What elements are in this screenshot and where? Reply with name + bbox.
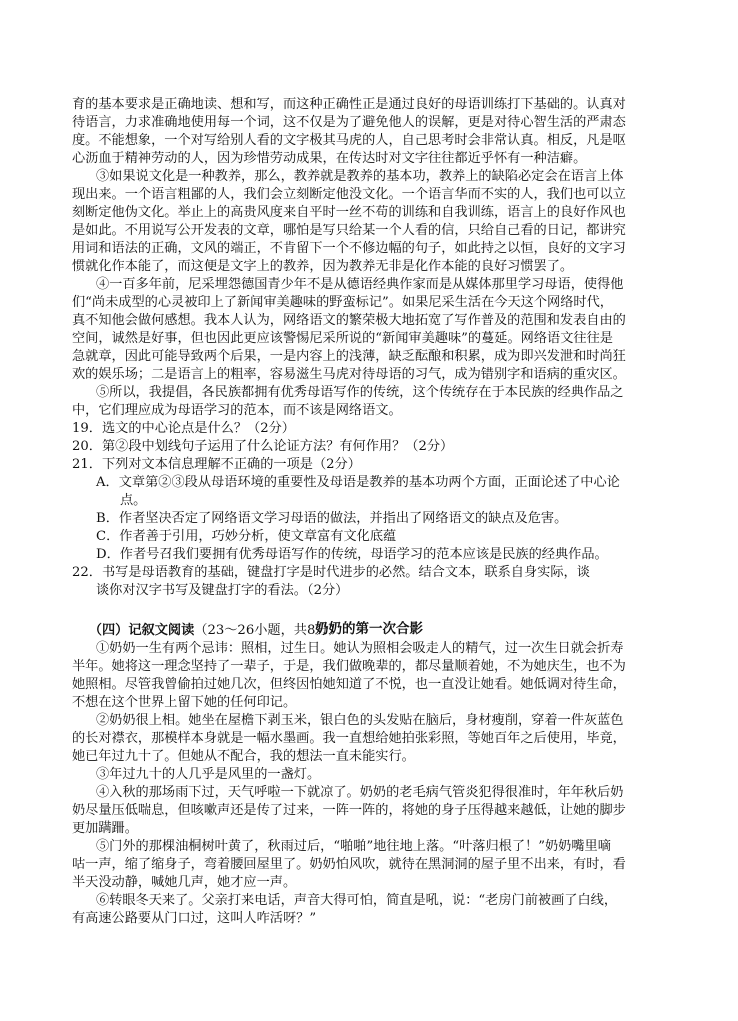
story-text-line: ④入秋的那场雨下过，天气呼啦一下就凉了。奶奶的老毛病气管炎犯得很准时，年年秋后奶 xyxy=(96,785,624,800)
essay-text-line: 惯就化作本能了，而这便是文字上的教养，因为教养无非是化作本能的良好习惯罢了。 xyxy=(72,259,574,274)
essay-text-line: 中，它们理应成为母语学习的范本，而不该是网络语文。 xyxy=(72,403,402,418)
section-heading-sub: （23～26小题，共8分） xyxy=(194,623,342,638)
essay-text-line: 现出来。一个语言粗鄙的人，我们会立刻断定他没文化。一个语言华而不实的人，我们也可以立 xyxy=(72,187,626,202)
story-text-line: ⑤门外的那棵油桐树叶黄了，秋雨过后，“啪啪”地往地上落。“叶落归根了！”奶奶嘴里嘀 xyxy=(96,839,611,854)
essay-text-line: 用词和语法的正确，文风的端正，不肯留下一个不修边幅的句子，如此持之以恒，良好的文字习 xyxy=(72,241,626,256)
essay-text-line: 21．下列对文本信息理解不正确的一项是（2分） xyxy=(72,457,361,472)
essay-text-line: 空间，诚然是好事，但也因此更应该警惕尼采所说的“新闻审美趣味”的蔓延。网络语文往往是 xyxy=(72,331,613,346)
essay-text-line: 心沥血于精神劳动的人，因为珍惜劳动成果，在传达时对文字往往都近乎怀有一种洁癖。 xyxy=(72,151,587,166)
essay-text-line: 真不知他会做何感想。我本人认为，网络语文的繁荣极大地拓宽了写作普及的范围和发表自由的 xyxy=(72,313,626,328)
story-text-line: 她照相。尽管我曾偷拍过她几次，但终因怕她知道了不悦，也一直没让她看。她低调对待生命， xyxy=(72,677,626,692)
essay-text-line: 们“尚未成型的心灵被印上了新闻审美趣味的野蛮标记”。如果尼采生活在今天这个网络时代， xyxy=(72,295,613,310)
essay-text-line: A．文章第②③段从母语环境的重要性及母语是教养的基本功两个方面，正面论述了中心论 xyxy=(96,475,620,490)
essay-text-line: ④一百多年前，尼采埋怨德国青少年不是从德语经典作家而是从媒体那里学习母语，使得他 xyxy=(96,277,624,292)
essay-text-line: 谈你对汉字书写及键盘打字的看法。（2分） xyxy=(96,583,349,598)
story-text-line: 半天没动静，喊她几声，她才应一声。 xyxy=(72,875,297,890)
essay-text-line: ③如果说文化是一种教养，那么，教养就是教养的基本功，教养上的缺陷必定会在语言上体 xyxy=(96,169,624,184)
essay-text-line: 22．书写是母语教育的基础，键盘打字是时代进步的必然。结合文本，联系自身实际，谈 xyxy=(72,565,590,580)
section-heading-main: （四）记叙文阅读 xyxy=(88,623,195,638)
essay-text-line: 点。 xyxy=(120,493,147,508)
story-text-line: ②奶奶很上相。她坐在屋檐下剥玉米，银白色的头发贴在脑后，身材瘦削，穿着一件灰蓝色 xyxy=(96,713,624,728)
essay-text-line: 是如此。不用说写公开发表的文章，哪怕是写只给某一个人看的信，只给自己看的日记，都讲究 xyxy=(72,223,626,238)
essay-text-line: D．作者号召我们要拥有优秀母语写作的传统，母语学习的范本应该是民族的经典作品。 xyxy=(96,547,608,562)
essay-text-line: C．作者善于引用，巧妙分析，使文章富有文化底蕴 xyxy=(96,529,397,544)
essay-text-line: 刻断定他伪文化。举止上的高贵风度来自平时一丝不苟的训练和自我训练，语言上的良好作风也 xyxy=(72,205,626,220)
essay-text-line: 度。不能想象，一个对写给别人看的文字极其马虎的人，自己思考时会非常认真。相反，凡是呕 xyxy=(72,133,626,148)
story-text-line: 不想在这个世界上留下她的任何印记。 xyxy=(72,695,297,710)
essay-text-line: B．作者坚决否定了网络语文学习母语的做法，并指出了网络语文的缺点及危害。 xyxy=(96,511,568,526)
story-text-line: 她已年过九十了。但她从不配合，我的想法一直未能实行。 xyxy=(72,749,415,764)
story-text-line: 半年。她将这一理念坚持了一辈子，于是，我们做晚辈的，都尽量顺着她，不为她庆生，也不为 xyxy=(72,659,626,674)
story-text-line: 有高速公路要从门口过，这叫人咋活呀？” xyxy=(72,911,317,926)
essay-text-line: 欢的娱乐场；二是语言上的粗率，容易滋生马虎对待母语的习气，成为错别字和语病的重灾区。 xyxy=(72,367,626,382)
story-text-line: ⑥转眼冬天来了。父亲打来电话，声音大得可怕，简直是吼，说：“老房门前被画了白线， xyxy=(96,893,618,908)
essay-text-line: 19．选文的中心论点是什么？（2分） xyxy=(72,421,295,436)
story-text-line: 咕一声，缩了缩身子，弯着腰回屋里了。奶奶怕风吹，就待在黑洞洞的屋子里不出来，有时，看 xyxy=(72,857,626,872)
story-text-line: 的长对襟衣，那模样本身就是一幅水墨画。我一直想给她拍张彩照，等她百年之后使用，毕竟， xyxy=(72,731,626,746)
story-text-line: 更加蹒跚。 xyxy=(72,821,138,836)
story-text-line: ③年过九十的人几乎是风里的一盏灯。 xyxy=(96,767,321,782)
essay-text-line: 急就章，因此可能导致两个后果，一是内容上的浅薄，缺乏酝酿和积累，成为即兴发泄和时尚狂 xyxy=(72,349,626,364)
story-text-line: 奶尽量压低喘息，但咳嗽声还是传了过来，一阵一阵的，将她的身子压得越来越低，让她的脚步 xyxy=(72,803,626,818)
story-title: 奶奶的第一次合影 xyxy=(315,621,423,637)
essay-text-line: 20．第②段中划线句子运用了什么论证方法？有何作用？（2分） xyxy=(72,439,454,454)
essay-text-line: 育的基本要求是正确地读、想和写，而这种正确性正是通过良好的母语训练打下基础的。认真对 xyxy=(72,97,626,112)
essay-text-line: 待语言，力求准确地使用每一个词，这不仅是为了避免他人的误解，更是对待心智生活的严肃态 xyxy=(72,115,626,130)
story-text-line: ①奶奶一生有两个忌讳：照相，过生日。她认为照相会吸走人的精气，过一次生日就会折寿 xyxy=(96,641,624,656)
essay-text-line: ⑤所以，我提倡，各民族都拥有优秀母语写作的传统，这个传统存在于本民族的经典作品之 xyxy=(96,385,624,400)
